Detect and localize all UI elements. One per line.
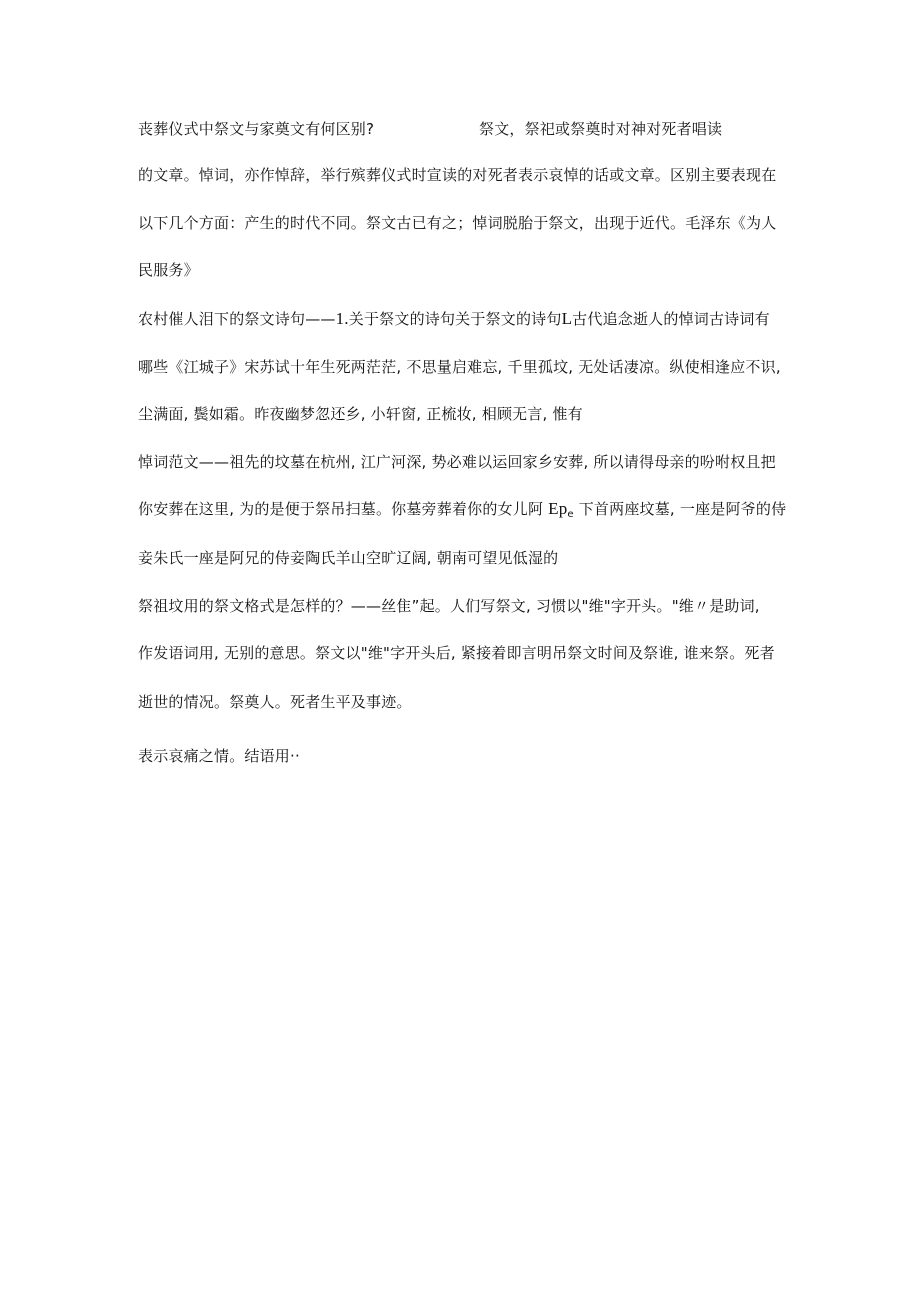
section2-line1-part-d: L: [561, 309, 573, 328]
section2-line1-part-c: 关于祭文的诗句关于祭文的诗句: [348, 310, 562, 328]
section5-line1: 表示哀痛之情。结语用··: [138, 747, 300, 765]
section1-title-line: [138, 119, 798, 139]
section3-line2-part-b: Ep: [548, 499, 568, 518]
section3-line2-part-d: 下首两座坟墓, 一座是阿爷的侍: [573, 500, 787, 518]
section3-line2-part-a: 你安葬在这里, 为的是便于祭吊扫墓。你墓旁葬着你的女儿阿: [138, 500, 549, 518]
section2-line1: [138, 309, 798, 329]
section1-line2: 的文章。悼词，亦作悼辞，举行殡葬仪式时宣读的对死者表示哀悼的话或文章。区别主要表现在: [138, 166, 777, 184]
section2-line3: 尘满面, 鬓如霜。昨夜幽梦忽还乡, 小轩窗, 正梳妆, 相顾无言, 惟有: [138, 405, 583, 423]
section4-line2: 作发语词用, 无别的意思。祭文以"维"字开头后, 紧接着即言明吊祭文时间及祭谁, 谁来祭。死者: [138, 644, 775, 662]
section3-line3: 妾朱氏一座是阿兄的侍妾陶氏羊山空旷辽阔, 朝南可望见低湿的: [138, 549, 559, 567]
section1-title-right: 祭文，祭祀或祭奠时对神对死者唱读: [479, 120, 723, 138]
section1-line4: 民服务》: [138, 261, 199, 279]
section1-line3: 以下几个方面：产生的时代不同。祭文古已有之；悼词脱胎于祭文，出现于近代。毛泽东《为人: [138, 214, 777, 232]
section2-line1-part-a: 农村催人泪下的祭文诗句——: [138, 310, 336, 328]
section2-line1-part-e: 古代追念逝人的悼词古诗词有: [572, 310, 770, 328]
section2-line1-part-b: 1.: [335, 309, 349, 328]
section3-line1: 悼词范文——祖先的坟墓在杭州, 江广河深, 势必难以运回家乡安葬, 所以请得母亲的吩咐权且把: [138, 453, 776, 471]
section1-title-left: 丧葬仪式中祭文与家奠文有何区别?: [138, 120, 375, 138]
section4-line3: 逝世的情况。祭奠人。死者生平及事迹。: [138, 693, 412, 711]
section3-line2: [138, 499, 798, 525]
section3-line2-part-c: e: [567, 509, 574, 520]
section2-line2: 哪些《江城子》宋苏试十年生死两茫茫, 不思量启难忘, 千里孤坟, 无处话凄凉。纵使相逢应不识,: [138, 358, 781, 376]
section4-line1: 祭祖坟用的祭文格式是怎样的？——丝隹”起。人们写祭文, 习惯以"维"字开头。"维〃是助词,: [138, 597, 760, 615]
